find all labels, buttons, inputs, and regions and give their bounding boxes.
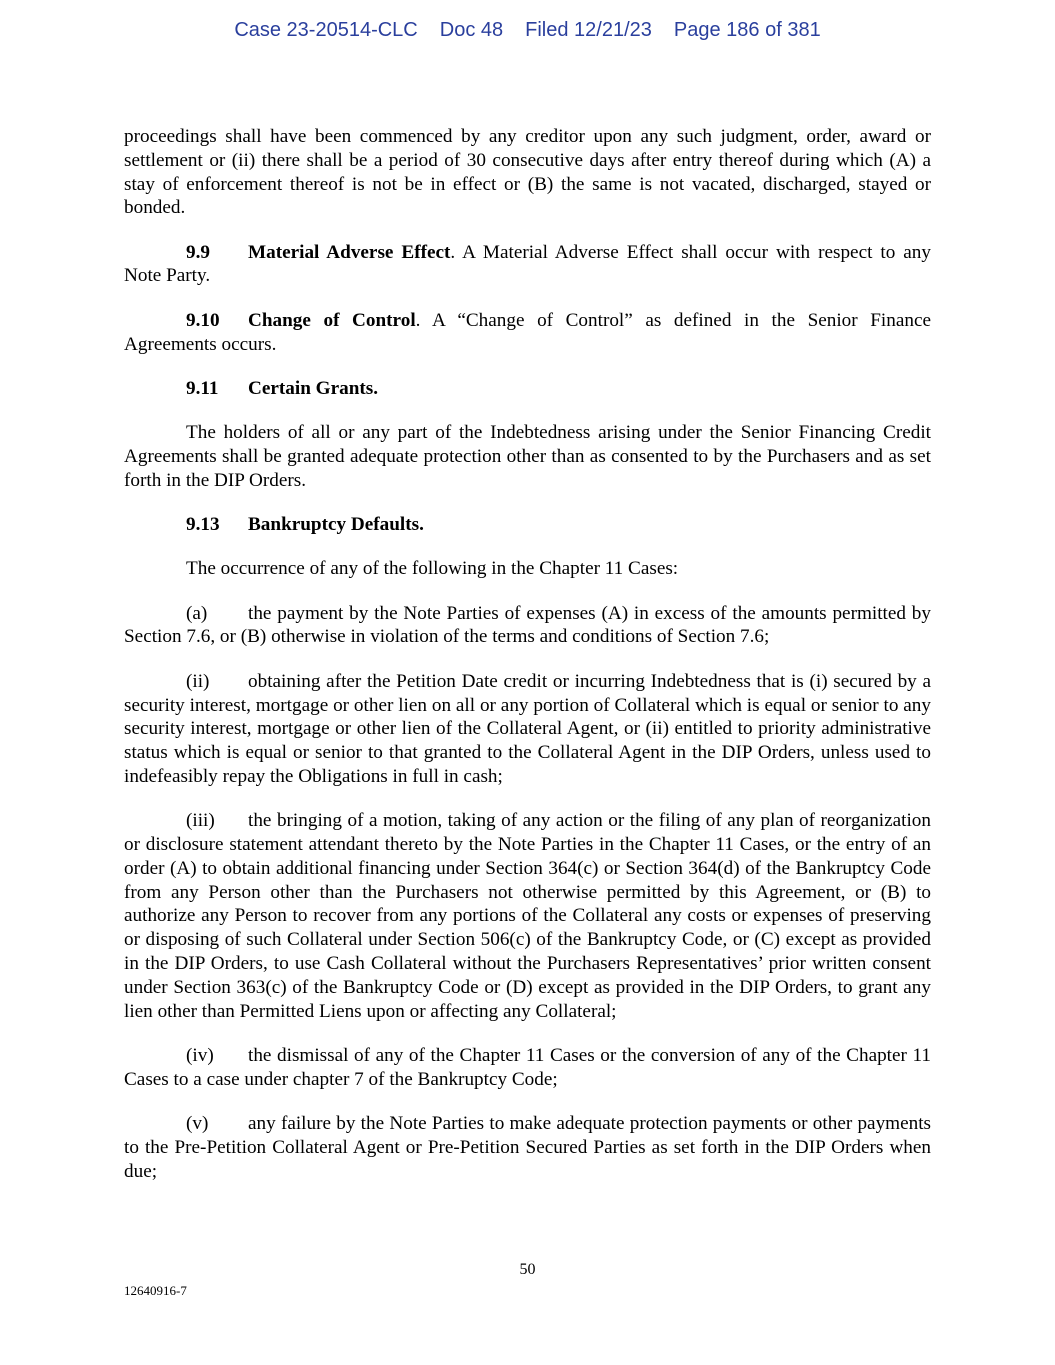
- item-label: (v): [186, 1113, 209, 1134]
- section-9-11-heading: [124, 377, 931, 401]
- section-number: 9.10: [186, 309, 220, 331]
- list-item: [124, 670, 931, 789]
- section-9-9: [124, 241, 931, 289]
- item-label: (a): [186, 602, 208, 624]
- continued-paragraph: proceedings shall have been commenced by any creditor upon any such judgment, order, award or settlement or (ii) there shall be a period of 30 consecutive days after entry thereof during which (A) a stay of enforcement thereof is not be in effect or (B) the same is not vacated, discharged, stayed or bonded.: [124, 126, 931, 219]
- section-title: Certain Grants.: [248, 377, 379, 399]
- page-number: 50: [519, 1261, 536, 1278]
- list-item: [124, 1044, 931, 1092]
- section-text: . A Material Adverse Effect shall occur with respect to any Note Party.: [124, 241, 931, 287]
- section-9-10: [124, 309, 931, 357]
- item-label: (ii): [186, 670, 210, 692]
- item-text: the bringing of a motion, taking of any action or the filing of any plan of reorganization or disclosure statement attendant thereto by the Note Parties in the Chapter 11 Cases, or the entry of an order (A) to obtain additional financing under Section 364(c) or Section 364(d) of the Bankruptcy Code from any Person other than the Purchasers not otherwise permitted by this Agreement, or (B) to authorize any Person to recover from any portions of the Collateral any costs or expenses of preserving or disposing of such Collateral under Section 506(c) of the Bankruptcy Code, or (C) except as provided in the DIP Orders, to use Cash Collateral without the Purchasers Representatives’ prior written consent under Section 363(c) of the Bankruptcy Code or (D) except as provided in the DIP Orders, to grant any lien other than Permitted Liens upon or affecting any Collateral;: [124, 810, 931, 1022]
- case-header: [0, 19, 1055, 42]
- section-number: 9.11: [186, 377, 219, 399]
- section-title: Bankruptcy Defaults.: [248, 514, 424, 536]
- doc-number: Doc 48: [439, 19, 504, 41]
- list-item: [124, 809, 931, 1023]
- item-label: (iii): [186, 810, 215, 832]
- item-text: the dismissal of any of the Chapter 11 Cases or the conversion of any of the Chapter 11 Cases to a case under chapter 7 of the Bankruptcy Code;: [124, 1044, 931, 1090]
- section-title: Material Adverse Effect: [248, 241, 451, 263]
- section-number: 9.13: [186, 514, 220, 536]
- item-label: (iv): [186, 1044, 214, 1066]
- item-text: obtaining after the Petition Date credit or incurring Indebtedness that is (i) secured by a security interest, mortgage or other lien on all or any portion of Collateral which is equal or senior to any security interest, mortgage or other lien of the Collateral Agent, or (ii) entitled to priority administrative status which is equal or senior to that granted to the Collateral Agent in the DIP Orders, unless used to indefeasibly repay the Obligations in full in cash;: [124, 670, 931, 787]
- section-9-13-heading: [124, 513, 931, 537]
- section-text: . A “Change of Control” as defined in the Senior Finance Agreements occurs.: [124, 309, 931, 355]
- case-number: Case 23-20514-CLC: [234, 19, 418, 41]
- page-of-total: Page 186 of 381: [673, 19, 821, 41]
- item-text: the payment by the Note Parties of expenses (A) in excess of the amounts permitted by Section 7.6, or (B) otherwise in violation of the terms and conditions of Section 7.6;: [124, 602, 931, 648]
- document-id: 12640916-7: [124, 1283, 187, 1298]
- grants-paragraph: The holders of all or any part of the Indebtedness arising under the Senior Financing Credit Agreements shall be granted adequate protection other than as consented to by the Purchasers and as set forth in the DIP Orders.: [124, 422, 931, 491]
- section-title: Change of Control: [248, 309, 416, 331]
- section-number: 9.9: [186, 241, 210, 263]
- item-text: any failure by the Note Parties to make adequate protection payments or other payments to the Pre-Petition Collateral Agent or Pre-Petition Secured Parties as set forth in the DIP Orders when due;: [124, 1113, 931, 1182]
- list-item: [124, 1112, 931, 1183]
- document-body: [124, 125, 931, 1204]
- occurrence-paragraph: The occurrence of any of the following in the Chapter 11 Cases:: [186, 558, 679, 580]
- list-item: [124, 602, 931, 650]
- filed-date: Filed 12/21/23: [525, 19, 652, 41]
